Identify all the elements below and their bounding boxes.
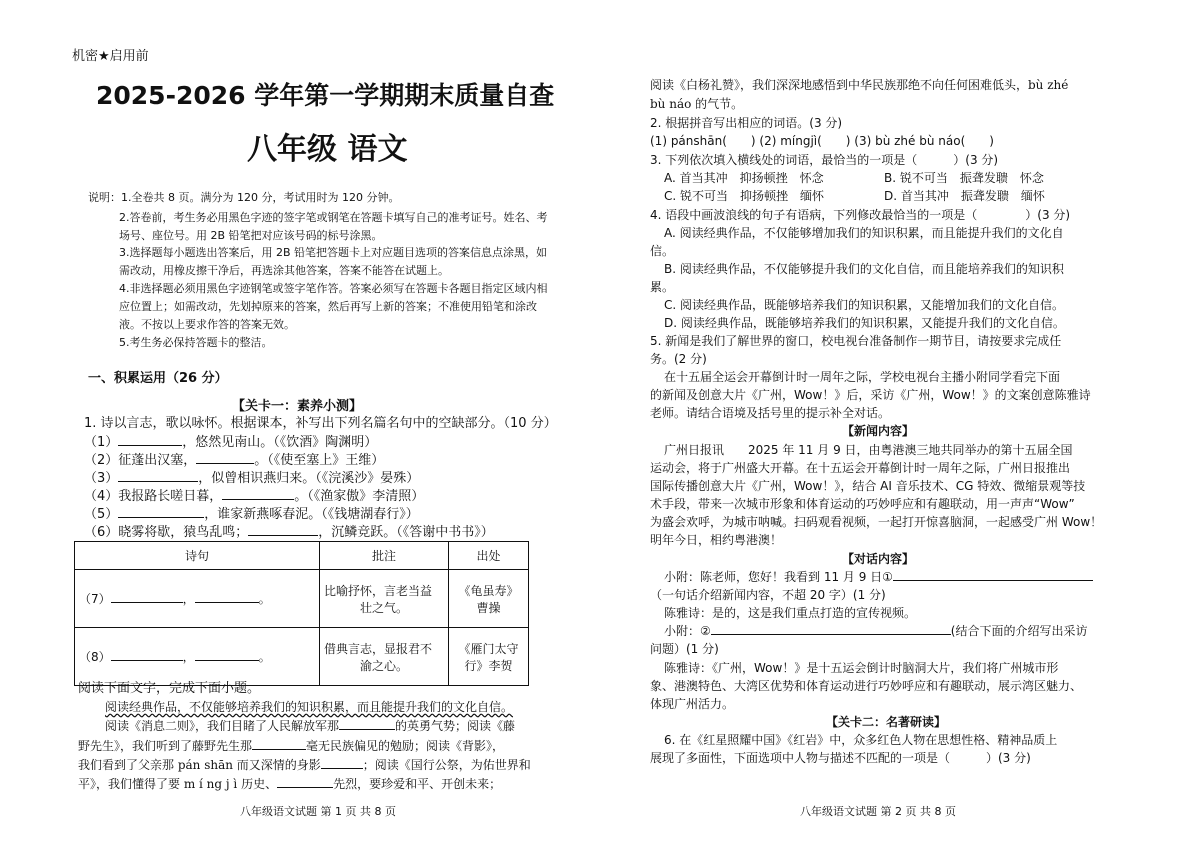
option-a[interactable]: A. 阅读经典作品，不仅能够增加我们的知识积累，而且能提升我们的文化自 (664, 226, 1064, 240)
answer-blank[interactable] (248, 523, 318, 536)
fill-item-2: （2）征蓬出汉塞， 。（《使至塞上》王维） (84, 453, 385, 468)
answer-blank[interactable] (321, 756, 363, 769)
table-cell: （8） ， 。 (75, 628, 320, 686)
table-cell: 《雁门太守 行》李贺 (449, 628, 529, 686)
fill-item-5: （5） ，谁家新燕啄春泥。（《钱塘湖春行》） (84, 507, 419, 522)
passage-line: 阅读经典作品，不仅能够培养我们的知识积累，而且能提升我们的文化自信。 (105, 700, 514, 714)
question-2-items: (1) pánshān( ) (2) míngjì( ) (3) bù zhé bù náo( ) (650, 134, 994, 148)
instruction-line: 液。不按以上要求作答的答案无效。 (119, 318, 295, 331)
option-d[interactable]: D. 阅读经典作品，既能够培养我们的知识积累，又能提升我们的文化自信。 (664, 316, 1065, 330)
answer-blank[interactable] (222, 487, 294, 500)
option-a-cont: 信。 (650, 244, 675, 258)
instruction-line: 2.答卷前，考生务必用黑色字迹的签字笔或钢笔在答题卡填写自己的准考证号。姓名、考 (119, 211, 548, 224)
question-4: 4. 语段中画波浪线的句子有语病，下列修改最恰当的一项是（ ）(3 分) (650, 208, 1071, 222)
answer-blank[interactable] (277, 775, 333, 788)
card-heading: 【关卡二：名著研读】 (826, 715, 947, 729)
table-header: 诗句 (75, 542, 320, 570)
fill-item-4: （4）我报路长嗟日暮， 。（《渔家傲》李清照） (84, 489, 425, 504)
fill-item-1: （1） ，悠然见南山。（《饮酒》陶渊明） (84, 435, 378, 450)
text-line: bù náo 的气节。 (650, 97, 744, 111)
fill-item-6: （6）晓雾将歇，猿鸟乱鸣； ，沉鳞竞跃。（《答谢中书书》） (84, 525, 494, 540)
passage-line: 平》，我们懂得了要 m í ng j ì 历史、 先烈，要珍爱和平、开创未来； (78, 777, 502, 791)
answer-blank[interactable] (339, 717, 395, 730)
context-line: 在十五届全运会开幕倒计时一周年之际，学校电视台主播小附同学看完下面 (664, 370, 1061, 384)
section-heading: 一、积累运用（26 分） (88, 371, 228, 386)
dialog-line: 象、港澳特色、大湾区优势和体育运动进行巧妙呼应和有趣联动，展示湾区魅力、 (650, 679, 1083, 693)
answer-blank[interactable] (118, 505, 204, 518)
card-heading: 【关卡一：素养小测】 (232, 399, 363, 414)
news-line: 为盛会欢呼，为城市呐喊。扫码观看视频，一起打开惊喜脑洞，一起感受广州 Wow！ (650, 515, 1103, 529)
table-cell: 《龟虽寿》 曹操 (449, 570, 529, 628)
option-c[interactable]: C. 阅读经典作品，既能够培养我们的知识积累，又能增加我们的文化自信。 (664, 298, 1065, 312)
instruction-line: 说明：1.全卷共 8 页。满分为 120 分，考试用时为 120 分钟。 (88, 191, 400, 204)
table-row (75, 570, 529, 628)
option-a[interactable]: A. 首当其冲 抑扬顿挫 怀念 (664, 171, 824, 185)
instruction-line: 3.选择题每小题选出答案后，用 2B 铅笔把答题卡上对应题目选项的答案信息点涂黑，如 (119, 246, 548, 259)
answer-blank[interactable] (118, 469, 198, 482)
answer-blank[interactable] (893, 568, 1093, 581)
news-line: 明年今日，相约粤港澳！ (650, 533, 783, 547)
instruction-line: 应位置上；如需改动，先划掉原来的答案，然后再写上新的答案；不准使用铅笔和涂改 (119, 300, 537, 313)
option-b[interactable]: B. 阅读经典作品，不仅能够提升我们的文化自信，而且能培养我们的知识积 (664, 262, 1064, 276)
context-line: 的新闻及创意大片《广州，Wow！》后，采访《广州，Wow！》的文案创意陈雅诗 (650, 388, 1091, 402)
question-6-cont: 展现了多面性，下面选项中人物与描述不匹配的一项是（ ）(3 分) (650, 751, 1031, 765)
news-line: 广州日报讯 2025 年 11 月 9 日，由粤港澳三地共同举办的第十五届全国 (664, 443, 1073, 457)
table-header-row (75, 542, 529, 570)
table-cell: 比喻抒怀，言老当益 壮之气。 (320, 570, 449, 628)
dialog-line: 陈雅诗：是的，这是我们重点打造的宣传视频。 (664, 606, 917, 620)
instruction-line: 4.非选择题必须用黑色字迹钢笔或签字笔作答。答案必须写在答题卡各题目指定区域内相 (119, 282, 548, 295)
table-cell: 借典言志，显报君不 渝之心。 (320, 628, 449, 686)
instruction-line: 5.考生务必保持答题卡的整洁。 (119, 336, 273, 349)
answer-blank[interactable] (118, 433, 182, 446)
answer-blank[interactable] (111, 648, 183, 661)
question-3: 3. 下列依次填入横线处的词语，最恰当的一项是（ ）(3 分) (650, 153, 999, 167)
page-footer: 八年级语文试题 第 1 页 共 8 页 (240, 805, 396, 818)
confidential-label: 机密★启用前 (72, 49, 149, 64)
dialog-line: （一句话介绍新闻内容，不超 20 字）(1 分) (650, 588, 886, 602)
fill-item-3: （3） ，似曾相识燕归来。（《浣溪沙》晏殊） (84, 471, 420, 486)
reading-intro: 阅读下面文字，完成下面小题。 (78, 681, 261, 696)
answer-blank[interactable] (195, 590, 259, 603)
news-heading: 【新闻内容】 (842, 424, 915, 438)
dialog-line: 小附：② (结合下面的介绍写出采访 (664, 624, 1088, 638)
question-1: 1. 诗以言志，歌以咏怀。根据课本，补写出下列名篇名句中的空缺部分。（10 分） (84, 416, 557, 431)
passage-line: 阅读《消息二则》，我们目睹了人民解放军那 的英勇气势；阅读《藤 (105, 719, 516, 733)
instruction-line: 场号、座位号。用 2B 铅笔把对应该号码的标号涂黑。 (119, 229, 383, 242)
passage-line: 我们看到了父亲那 pán shān 而又深情的身影 ；阅读《国行公祭，为佑世界和 (78, 758, 531, 772)
question-5: 5. 新闻是我们了解世界的窗口，校电视台准备制作一期节目，请按要求完成任 (650, 334, 1062, 348)
option-c[interactable]: C. 锐不可当 抑扬顿挫 缅怀 (664, 189, 825, 203)
question-6: 6. 在《红星照耀中国》《红岩》中，众多红色人物在思想性格、精神品质上 (664, 733, 1058, 747)
table-row (75, 628, 529, 686)
page-footer: 八年级语文试题 第 2 页 共 8 页 (800, 805, 956, 818)
exam-title: 2025-2026 学年第一学期期末质量自查 (96, 81, 555, 110)
news-line: 术手段，带来一次城市形象和体育运动的巧妙呼应和有趣联动，用一声声“Wow” (650, 497, 1075, 511)
option-b-cont: 累。 (650, 280, 675, 294)
option-b[interactable]: B. 锐不可当 振聋发聩 怀念 (884, 171, 1044, 185)
answer-blank[interactable] (111, 590, 183, 603)
option-d[interactable]: D. 首当其冲 振聋发聩 缅怀 (884, 189, 1045, 203)
answer-blank[interactable] (195, 648, 259, 661)
table-cell: （7） ， 。 (75, 570, 320, 628)
context-line: 老师。请结合语境及括号里的提示补全对话。 (650, 406, 891, 420)
answer-blank[interactable] (711, 622, 951, 635)
dialog-line: 问题）(1 分) (650, 642, 719, 656)
news-line: 国际传播创意大片《广州，Wow！》，结合 AI 音乐技术、CG 特效、微缩景观等技 (650, 479, 1086, 493)
answer-blank[interactable] (196, 451, 254, 464)
answer-blank[interactable] (252, 737, 306, 750)
table-header: 批注 (320, 542, 449, 570)
dialog-line: 陈雅诗：《广州，Wow！》是十五运会倒计时脑洞大片，我们将广州城市形 (664, 661, 1059, 675)
exam-subtitle: 八年级 语文 (247, 132, 408, 167)
passage-line: 野先生》，我们听到了藤野先生那 毫无民族偏见的勉励；阅读《背影》， (78, 739, 505, 753)
dialog-line: 体现广州活力。 (650, 697, 735, 711)
question-2: 2. 根据拼音写出相应的词语。(3 分) (650, 116, 843, 130)
text-line: 阅读《白杨礼赞》，我们深深地感悟到中华民族那绝不向任何困难低头，bù zhé (650, 78, 1069, 92)
poem-table (74, 541, 529, 686)
dialog-line: 小附：陈老师，您好！我看到 11 月 9 日① (664, 568, 1093, 586)
right-page (600, 0, 1200, 848)
news-line: 运动会，将于广州盛大开幕。在十五运会开幕倒计时一周年之际，广州日报推出 (650, 461, 1071, 475)
dialog-heading: 【对话内容】 (842, 552, 915, 566)
table-header: 出处 (449, 542, 529, 570)
question-5-cont: 务。(2 分) (650, 352, 707, 366)
instruction-line: 需改动，用橡皮擦干净后，再选涂其他答案，答案不能答在试题上。 (119, 264, 449, 277)
